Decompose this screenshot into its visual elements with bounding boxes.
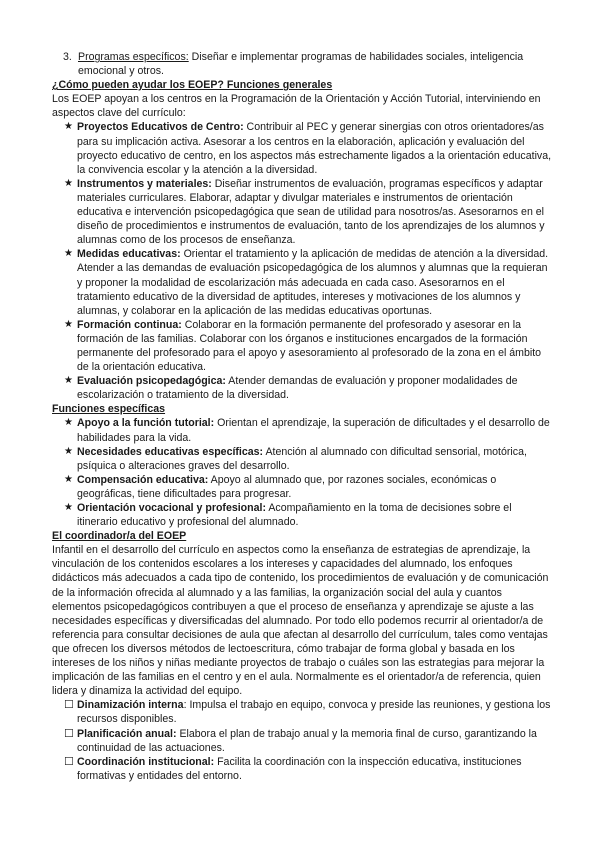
- star-icon: ★: [64, 375, 73, 387]
- item-body: [78, 50, 552, 78]
- list-item: ☐ Dinamización interna: Impulsa el trabajo en equipo, convoca y preside las reuniones, y gestiona los recursos disponibles.: [64, 699, 551, 726]
- general-functions-heading: ¿Cómo pueden ayudar los EOEP? Funciones generales: [52, 79, 333, 92]
- general-intro: Los EOEP apoyan a los centros en la Programación de la Orientación y Acción Tutorial, interviniendo en aspectos clave del currículo:: [52, 93, 541, 120]
- list-item: ★ Formación continua: Colaborar en la formación permanente del profesorado y asesorar en la formación de las familias. Colaborar con los órganos e instituciones encargados de la formación permanente del profesorado para el apoyo y asesoramiento al profesorado de la zona en el ámbito de la orientación educativa.: [64, 318, 542, 374]
- list-item: ★ Instrumentos y materiales: Diseñar instrumentos de evaluación, programas específicos y adaptar materiales curriculares. Elaborar, adaptar y divulgar materiales e instrumentos de orientación educativa e intervención psicopedagógica que sean de utilidad para nosotros/as. Asesorarnos en el diseño de procedimientos e instrumentos de evaluación, tanto de los aprendizajes de los alumnos y alumnas como de los procesos de enseñanza.: [64, 177, 545, 247]
- star-icon: ★: [64, 177, 73, 189]
- item-text: Diseñar e implementar programas de habilidades sociales, inteligencia emocional y otros.: [78, 51, 524, 78]
- checkbox-icon: ☐: [64, 755, 74, 768]
- star-icon: ★: [64, 417, 73, 429]
- numbered-item-3: [52, 50, 552, 78]
- list-item: ★ Apoyo a la función tutorial: Orientan el aprendizaje, la superación de dificultades y el desarrollo de habilidades para la vida.: [64, 417, 550, 444]
- star-icon: ★: [64, 502, 73, 513]
- star-icon: ★: [64, 121, 73, 133]
- list-item: ★ Compensación educativa: Apoyo al alumnado que, por razones sociales, económicas o geográficas, tiene dificultades para progresar.: [64, 473, 497, 500]
- list-item: ★ Necesidades educativas específicas: Atención al alumnado con dificultad sensorial, motórica, psíquica o alteraciones graves del desarrollo.: [64, 445, 527, 472]
- specific-functions-list: [52, 416, 552, 529]
- star-icon: ★: [64, 318, 73, 330]
- coordinator-functions-list: [52, 698, 552, 783]
- coordinator-paragraph: Infantil en el desarrollo del currículo en aspectos como la enseñanza de estrategias de aprendizaje, la vinculación de los contenidos escolares a los intereses y capacidades del alumnado, los enfoques didácticos más adecuados a cada tipo de contenido, los procedimientos de evaluación y de comunicación de la información ofrecida al alumnado y a las familias, la organización social del aula y cuantos elementos psicopedagógicos contribuyen a que el proceso de enseñanza y aprendizaje se ajuste a las necesidades específicas y diversificadas del alumnado. Por todo ello podemos recurrir al orientador/a de referencia para consultar decisiones de aula que afectan al desarrollo del currículum, tales como ventajas que ofrecen los diversos métodos de lectoescritura, cómo trabajar de forma global y basada en los intereses de los niños y niñas mediante proyectos de trabajo o cuáles son las estrategias para mejorar la implicación de las familias en el centro y en el aula. Normalmente es el orientador/a de referencia, quien lidera y dinamiza la actividad del equipo.: [52, 544, 549, 698]
- star-icon: ★: [64, 473, 73, 485]
- list-item: ★ Evaluación psicopedagógica: Atender demandas de evaluación y proponer modalidades de escolarización o tratamiento de la diversidad.: [64, 375, 518, 402]
- list-item: ☐ Coordinación institucional: Facilita la coordinación con la inspección educativa, instituciones formativas y entidades del entorno.: [64, 755, 522, 782]
- star-icon: ★: [64, 248, 73, 260]
- checkbox-icon: ☐: [64, 727, 74, 740]
- item-number: 3.: [63, 51, 72, 63]
- list-item: ★ Medidas educativas: Orientar el tratamiento y la aplicación de medidas de atención a la diversidad. Atender a las demandas de evaluación psicopedagógica de los alumnos y alumnas que la requieran y proponer la modalidad de escolarización más adecuada en cada caso. Asesorarnos en el tratamiento educativo de la diversidad de aptitudes, intereses y motivaciones de los alumnos y alumnas, y colaborar en la aplicación de las medidas educativas oportunas.: [64, 248, 549, 317]
- checkbox-icon: ☐: [64, 699, 74, 712]
- specific-functions-heading: Funciones específicas: [52, 403, 166, 416]
- list-item: ☐ Planificación anual: Elabora el plan de trabajo anual y la memoria final de curso, garantizando la continuidad de las actuaciones.: [64, 727, 537, 754]
- list-item: ★ Proyectos Educativos de Centro: Contribuir al PEC y generar sinergias con otros orientadores/as para su implicación activa. Asesorar a los centros en la elaboración, aplicación y evaluación del proyecto educativo de centro, en los aspectos más estrechamente ligados a la orientación educativa, la convivencia escolar y la atención a la diversidad.: [64, 121, 552, 176]
- item-title: Programas específicos:: [78, 51, 189, 63]
- general-functions-list: [52, 120, 552, 402]
- coordinator-heading: El coordinador/a del EOEP: [52, 530, 187, 543]
- list-item: ★ Orientación vocacional y profesional: Acompañamiento en la toma de decisiones sobre el itinerario educativo y profesional del alumnado.: [64, 502, 512, 529]
- star-icon: ★: [64, 445, 73, 457]
